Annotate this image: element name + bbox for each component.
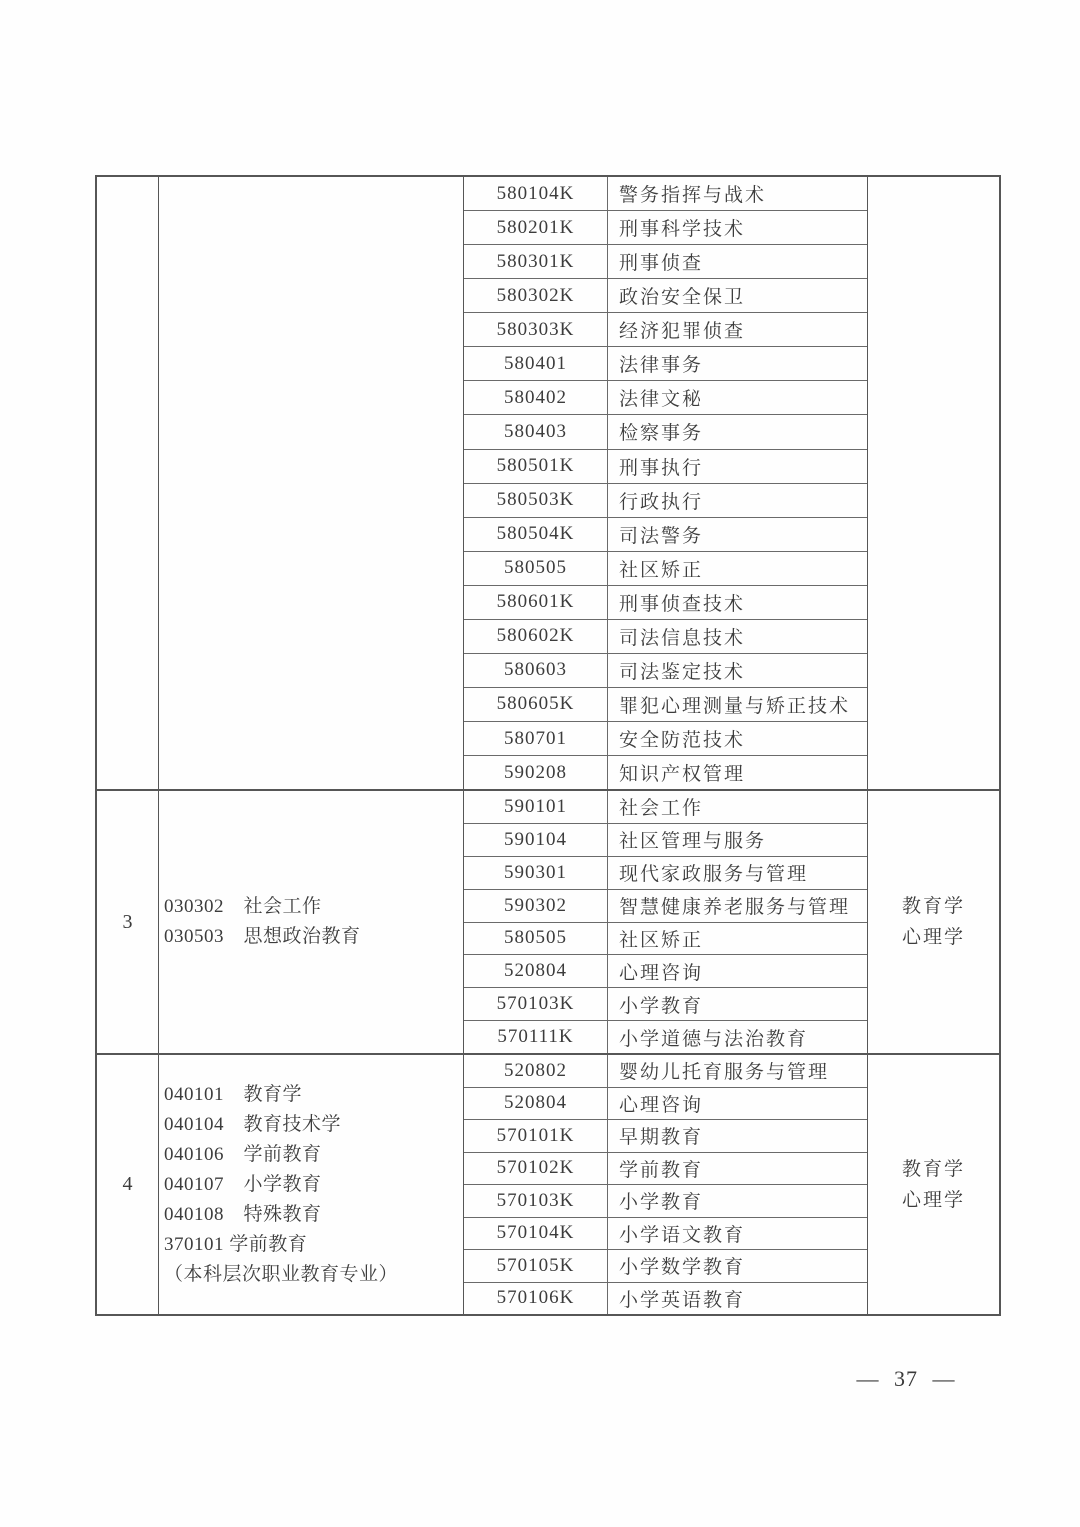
name-cell: 罪犯心理测量与矫正技术 [619,695,851,717]
code-cell: 580303K [464,313,608,346]
name-cell: 司法鉴定技术 [619,661,746,683]
table-row [464,313,867,347]
name-cell: 智慧健康养老服务与管理 [619,897,851,919]
name-cell: 刑事侦查技术 [619,593,746,615]
code-cell: 590301 [464,857,608,889]
name-cell: 小学数学教育 [619,1257,746,1279]
code-cell: 590104 [464,824,608,856]
major-line: （本科层次职业教育专业） [164,1263,399,1285]
name-cell: 小学教育 [619,995,704,1017]
table-row [464,890,867,923]
code-cell: 580401 [464,347,608,380]
section-number-cell [97,177,159,789]
category-lines [902,891,965,953]
table-row [464,450,867,484]
name-cell: 法律文秘 [619,389,704,411]
table-row [464,1250,867,1283]
code-cell: 580701 [464,722,608,755]
category-line: 心理学 [901,927,965,948]
table-row [464,415,867,449]
category-line: 教育学 [901,1158,965,1180]
table-row [464,1055,867,1088]
table-row [464,791,867,824]
majors-lines [164,1080,398,1290]
code-cell: 570101K [464,1120,608,1152]
table-row [464,279,867,313]
code-cell: 580605K [464,688,608,721]
code-cell: 580601K [464,586,608,619]
name-cell: 早期教育 [619,1127,704,1149]
table-row [464,347,867,381]
table-row [464,1120,867,1153]
section-category-cell [868,1055,999,1314]
name-cell: 心理咨询 [619,1094,704,1116]
code-cell: 570105K [464,1250,608,1282]
table-row [464,688,867,722]
name-cell: 刑事执行 [619,457,704,479]
code-cell: 580501K [464,450,608,483]
code-cell: 590101 [464,791,608,823]
section-number-cell [97,791,159,1053]
code-cell: 580403 [464,415,608,448]
pairs-column [464,791,868,1053]
name-cell: 行政执行 [619,491,704,513]
section-number: 4 [122,1173,133,1195]
table-row [464,1283,867,1315]
name-cell: 政治安全保卫 [619,287,746,309]
name-cell: 司法信息技术 [619,627,746,649]
name-cell: 安全防范技术 [619,730,746,752]
major-line: 370101 学前教育 [164,1233,308,1255]
code-cell: 580505 [464,552,608,585]
name-cell: 婴幼儿托育服务与管理 [619,1062,830,1084]
table-row [464,552,867,586]
section-number: 3 [122,910,133,933]
name-cell: 刑事侦查 [619,253,704,275]
name-cell: 现代家政服务与管理 [619,864,809,886]
pairs-column [464,1055,868,1314]
section-majors-cell [159,177,464,789]
name-cell: 小学英语教育 [619,1289,746,1311]
majors-table [95,175,1001,1316]
name-cell: 社区管理与服务 [619,831,767,853]
code-cell: 580302K [464,279,608,312]
name-cell: 小学语文教育 [619,1224,746,1246]
table-row [464,484,867,518]
table-row [464,1218,867,1251]
table-row [464,518,867,552]
table-row [464,1088,867,1121]
page-number: — 37 — [856,1366,956,1391]
code-cell: 590302 [464,890,608,922]
section-majors-cell [159,791,464,1053]
code-cell: 570103K [464,988,608,1020]
section-category-cell [868,177,999,789]
table-section-continued [97,177,999,789]
major-line: 040104 教育技术学 [164,1113,342,1135]
table-row [464,620,867,654]
table-row [464,245,867,279]
code-cell: 580602K [464,620,608,653]
category-lines [902,1154,965,1216]
code-cell: 570102K [464,1153,608,1185]
major-line: 040101 教育学 [164,1083,303,1105]
name-cell: 社区矫正 [619,929,704,951]
name-cell: 学前教育 [619,1159,704,1181]
code-cell: 580201K [464,211,608,244]
table-row [464,177,867,211]
name-cell: 心理咨询 [619,962,704,984]
name-cell: 刑事科学技术 [619,219,746,241]
major-line: 030302 社会工作 [164,896,322,917]
code-cell: 580603 [464,654,608,687]
code-cell: 570103K [464,1185,608,1217]
pairs-column [464,177,868,789]
code-cell: 580402 [464,381,608,414]
code-cell: 570111K [464,1021,608,1053]
category-line: 心理学 [901,1189,965,1211]
name-cell: 经济犯罪侦查 [619,321,746,343]
majors-lines [164,892,361,952]
major-line: 030503 思想政治教育 [164,926,361,947]
name-cell: 检察事务 [619,423,704,445]
table-row [464,586,867,620]
name-cell: 司法警务 [619,525,704,547]
name-cell: 社区矫正 [619,559,704,581]
table-row [464,955,867,988]
table-row [464,1153,867,1186]
name-cell: 小学教育 [619,1192,704,1214]
code-cell: 570104K [464,1218,608,1250]
code-cell: 520804 [464,1088,608,1120]
name-cell: 警务指挥与战术 [619,185,767,207]
section-category-cell [868,791,999,1053]
table-row [464,923,867,956]
major-line: 040108 特殊教育 [164,1203,322,1225]
name-cell: 法律事务 [619,355,704,377]
table-row [464,857,867,890]
code-cell: 580504K [464,518,608,551]
section-number-cell [97,1055,159,1314]
table-section-3 [97,789,999,1053]
code-cell: 580104K [464,177,608,210]
table-row [464,824,867,857]
code-cell: 590208 [464,756,608,789]
name-cell: 知识产权管理 [619,764,746,786]
category-line: 教育学 [901,896,965,917]
table-row [464,1021,867,1053]
name-cell: 小学道德与法治教育 [619,1028,809,1050]
code-cell: 570106K [464,1283,608,1315]
code-cell: 520804 [464,955,608,987]
table-row [464,1185,867,1218]
code-cell: 580503K [464,484,608,517]
code-cell: 580505 [464,923,608,955]
name-cell: 社会工作 [619,798,704,820]
table-row [464,211,867,245]
table-section-4 [97,1053,999,1314]
code-cell: 520802 [464,1055,608,1087]
table-row [464,654,867,688]
table-row [464,988,867,1021]
major-line: 040106 学前教育 [164,1143,322,1165]
code-cell: 580301K [464,245,608,278]
table-row [464,756,867,789]
section-majors-cell [159,1055,464,1314]
table-row [464,722,867,756]
table-row [464,381,867,415]
major-line: 040107 小学教育 [164,1173,322,1195]
